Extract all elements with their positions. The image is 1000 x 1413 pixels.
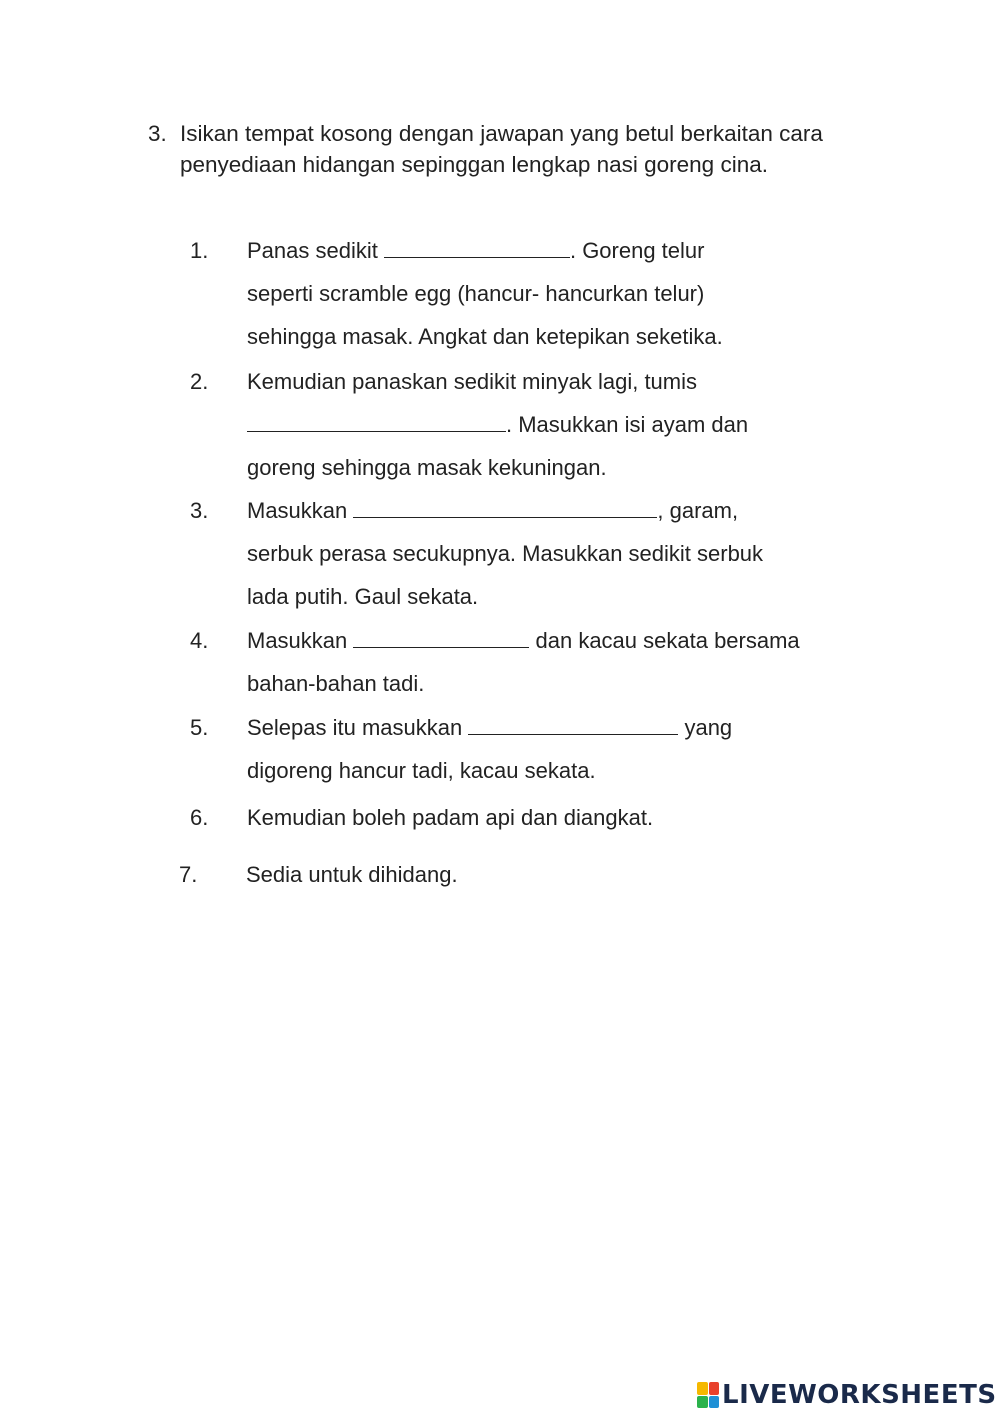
step-text: . Goreng telur bbox=[569, 238, 705, 263]
step-number: 2. bbox=[190, 369, 209, 394]
step-line: Kemudian boleh padam api dan diangkat. bbox=[247, 805, 654, 830]
answer-blank-2[interactable] bbox=[247, 409, 506, 432]
step-line: Kemudian panaskan sedikit minyak lagi, tumis bbox=[247, 369, 698, 394]
step-number: 3. bbox=[190, 498, 209, 523]
step-text: Panas sedikit bbox=[247, 238, 384, 263]
answer-blank-1[interactable] bbox=[384, 235, 570, 258]
step-text: Masukkan bbox=[247, 628, 354, 653]
answer-blank-4[interactable] bbox=[353, 625, 529, 648]
step-number: 4. bbox=[190, 628, 209, 653]
step-line bbox=[247, 403, 748, 446]
step-line: sehingga masak. Angkat dan ketepikan seketika. bbox=[247, 324, 723, 349]
step-number: 7. bbox=[179, 862, 198, 887]
step-number: 6. bbox=[190, 805, 209, 830]
step-line bbox=[247, 619, 800, 662]
liveworksheets-logo[interactable] bbox=[697, 1378, 997, 1412]
answer-blank-5[interactable] bbox=[468, 712, 678, 735]
answer-blank-3[interactable] bbox=[353, 495, 657, 518]
step-text: . Masukkan isi ayam dan bbox=[506, 412, 749, 437]
step-line: lada putih. Gaul sekata. bbox=[247, 584, 479, 609]
step-line: goreng sehingga masak kekuningan. bbox=[247, 455, 607, 480]
step-line: seperti scramble egg (hancur- hancurkan telur) bbox=[247, 281, 705, 306]
step-line: digoreng hancur tadi, kacau sekata. bbox=[247, 758, 596, 783]
step-text: Masukkan bbox=[247, 498, 354, 523]
step-line: Sedia untuk dihidang. bbox=[246, 862, 458, 887]
step-line bbox=[247, 706, 732, 749]
step-line: bahan-bahan tadi. bbox=[247, 671, 425, 696]
step-line bbox=[247, 229, 704, 272]
step-number: 5. bbox=[190, 715, 209, 740]
step-text: yang bbox=[678, 715, 733, 740]
question-number: 3. bbox=[148, 121, 167, 146]
step-text: dan kacau sekata bersama bbox=[529, 628, 800, 653]
step-line bbox=[247, 489, 738, 532]
logo-icon bbox=[697, 1382, 719, 1408]
step-text: Selepas itu masukkan bbox=[247, 715, 469, 740]
question-text: Isikan tempat kosong dengan jawapan yang betul berkaitan cara penyediaan hidangan sepinggan lengkap nasi goreng cina. bbox=[180, 121, 823, 177]
step-line: serbuk perasa secukupnya. Masukkan sedikit serbuk bbox=[247, 541, 764, 566]
logo-text: LIVEWORKSHEETS bbox=[722, 1380, 997, 1410]
step-text: , garam, bbox=[657, 498, 739, 523]
step-number: 1. bbox=[190, 238, 209, 263]
